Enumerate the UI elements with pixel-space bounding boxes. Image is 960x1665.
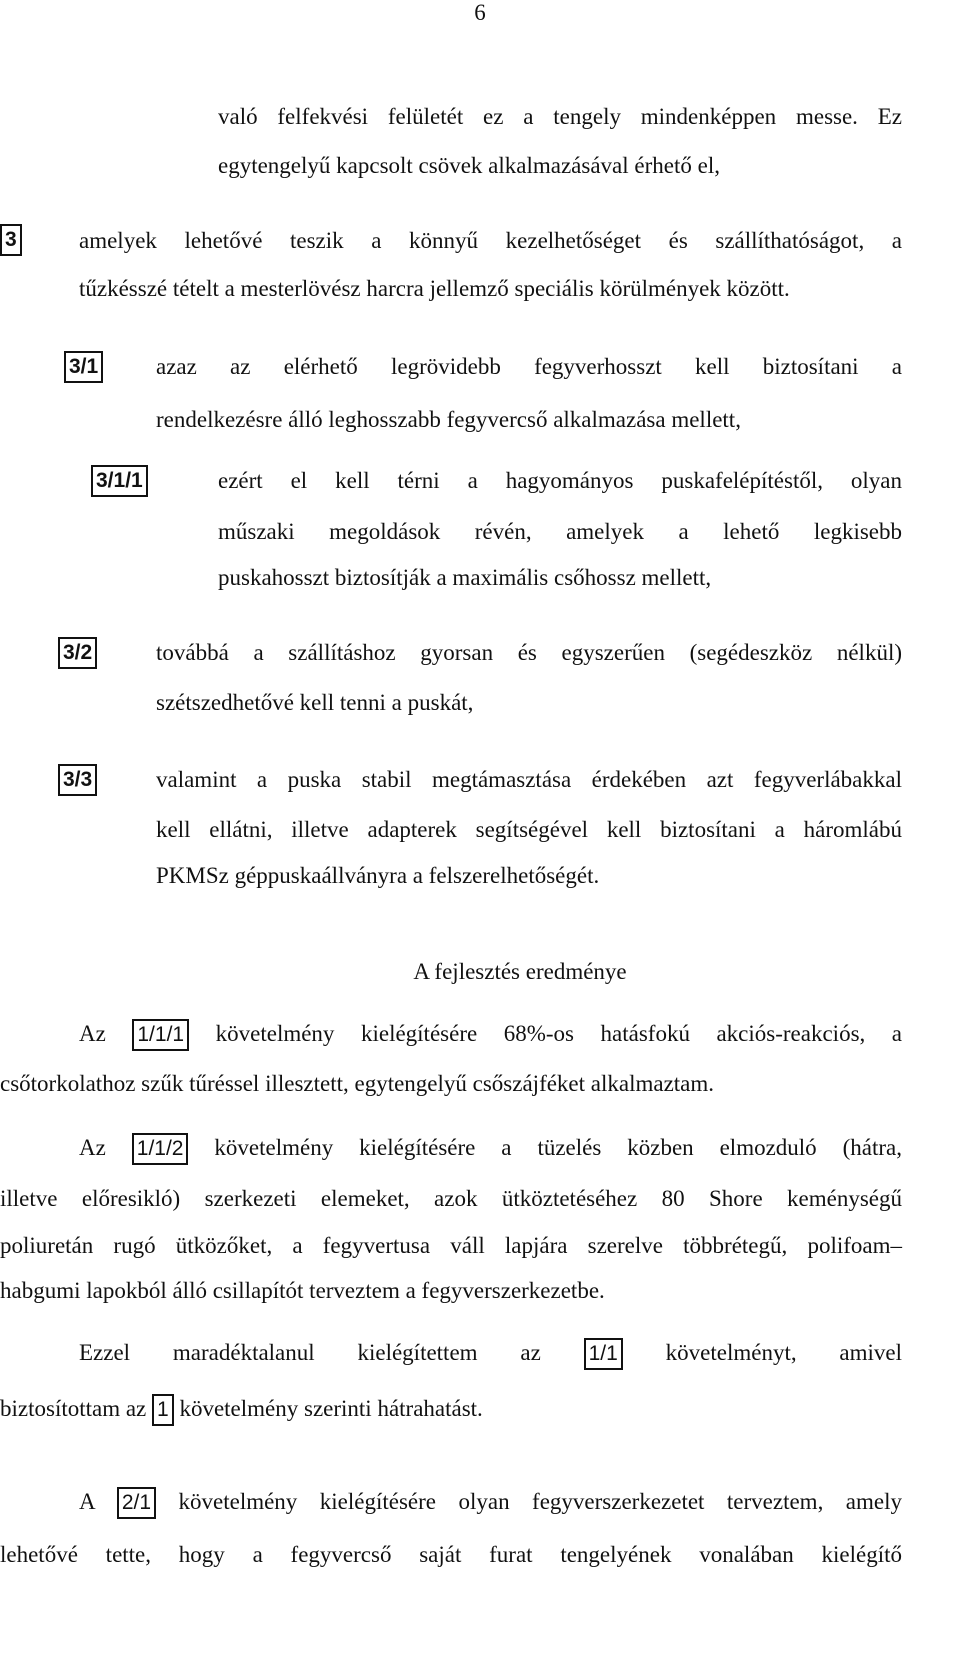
- req-3-line-2: tűzkésszé tételt a mesterlövész harcra jellemző speciális körülmények között.: [79, 276, 790, 301]
- ref-1: 1: [152, 1394, 174, 1426]
- page-number: 6: [474, 0, 486, 25]
- result-2-line-4: habgumi lapokból álló csillapítót terveztem a fegyverszerkezetbe.: [0, 1278, 605, 1303]
- req-3-1-line-1: azaz az elérhető legrövidebb fegyverhosszt kell biztosítani a: [156, 354, 902, 379]
- result-1-pre: Az: [79, 1021, 106, 1046]
- req-3-3-line-2: kell ellátni, illetve adapterek segítségével kell biztosítani a háromlábú: [156, 817, 902, 842]
- ref-2-1: 2/1: [117, 1487, 156, 1519]
- result-3-line-2-post: követelmény szerinti hátrahatást.: [179, 1396, 483, 1421]
- result-2-line-3: poliuretán rugó ütközőket, a fegyvertusa váll lapjára szerelve többrétegű, polifoam–: [0, 1233, 902, 1258]
- result-4-line-2: lehetővé tette, hogy a fegyvercső saját furat tengelyének vonalában kielégítő: [0, 1542, 902, 1567]
- result-3-line-2: [0, 1394, 483, 1426]
- result-2-post: követelmény kielégítésére a tüzelés közben elmozduló (hátra,: [214, 1135, 902, 1160]
- req-3-1-1-line-1: ezért el kell térni a hagyományos puskafelépítéstől, olyan: [218, 468, 902, 493]
- result-2-pre: Az: [79, 1135, 106, 1160]
- req-3-1-1-line-2: műszaki megoldások révén, amelyek a lehető legkisebb: [218, 519, 902, 544]
- result-4-line-1: [79, 1487, 902, 1519]
- result-2-line-1: [79, 1133, 902, 1165]
- result-3-line-2-pre: biztosítottam az: [0, 1396, 147, 1421]
- result-1-line-2: csőtorkolathoz szűk tűréssel illesztett, egytengelyű csőszájféket alkalmaztam.: [0, 1071, 715, 1096]
- ref-1-1-2: 1/1/2: [132, 1133, 189, 1165]
- req-3-3-line-1: valamint a puska stabil megtámasztása érdekében azt fegyverlábakkal: [156, 767, 902, 792]
- result-2-line-2: illetve előresikló) szerkezeti elemeket, azok ütköztetéséhez 80 Shore keménységű: [0, 1186, 902, 1211]
- req-3-line-1: amelyek lehetővé teszik a könnyű kezelhetőséget és szállíthatóságot, a: [79, 228, 902, 253]
- req-3-2-line-2: szétszedhetővé kell tenni a puskát,: [156, 690, 474, 715]
- intro-line-1: való felfekvési felületét ez a tengely mindenképpen messe. Ez: [218, 104, 902, 129]
- ref-3-3: 3/3: [58, 764, 97, 796]
- result-3-line-1: [79, 1338, 902, 1370]
- result-3-post: követelményt, amivel: [665, 1340, 903, 1365]
- section-heading: A fejlesztés eredménye: [413, 959, 627, 984]
- req-3-3-line-3: PKMSz géppuskaállványra a felszerelhetőségét.: [156, 863, 600, 888]
- ref-3-2: 3/2: [58, 637, 97, 669]
- result-4-post: követelmény kielégítésére olyan fegyverszerkezetet terveztem, amely: [178, 1489, 902, 1514]
- req-3-1-1-line-3: puskahosszt biztosítják a maximális csőhossz mellett,: [218, 565, 712, 590]
- result-1-post: követelmény kielégítésére 68%-os hatásfokú akciós-reakciós, a: [215, 1021, 903, 1046]
- req-3-2-line-1: továbbá a szállításhoz gyorsan és egyszerűen (segédeszköz nélkül): [156, 640, 902, 665]
- result-1-line-1: [79, 1019, 902, 1051]
- ref-3: 3: [0, 224, 22, 256]
- req-3-1-line-2: rendelkezésre álló leghosszabb fegyvercső alkalmazása mellett,: [156, 407, 741, 432]
- intro-line-2: egytengelyű kapcsolt csövek alkalmazásával érhető el,: [218, 153, 720, 178]
- ref-1-1-1: 1/1/1: [132, 1019, 189, 1051]
- ref-1-1: 1/1: [584, 1338, 623, 1370]
- ref-3-1: 3/1: [64, 351, 103, 383]
- ref-3-1-1: 3/1/1: [91, 465, 148, 497]
- result-4-pre: A: [79, 1489, 95, 1514]
- result-3-pre: Ezzel maradéktalanul kielégítettem az: [79, 1340, 541, 1365]
